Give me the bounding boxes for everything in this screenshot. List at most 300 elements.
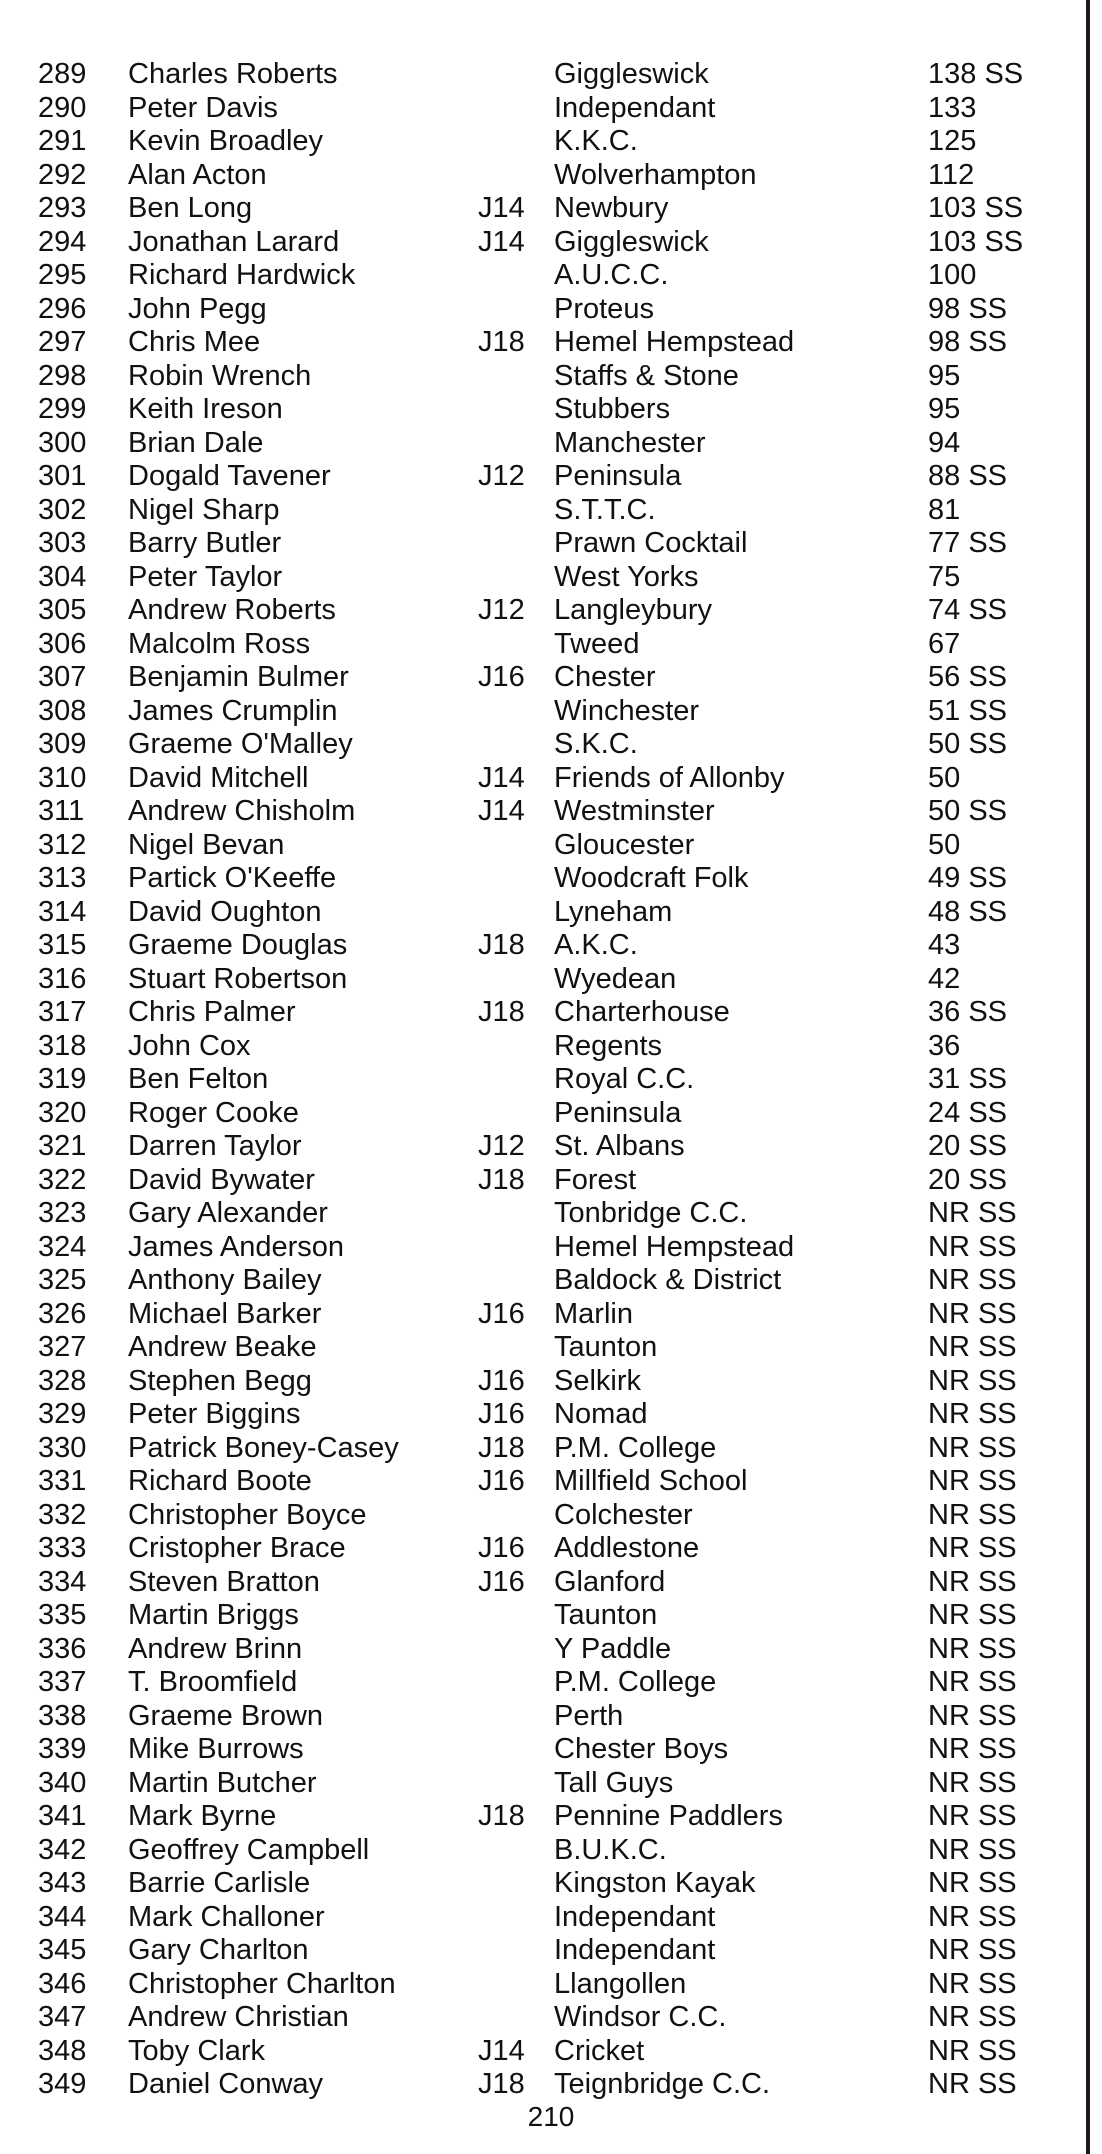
result-row bbox=[0, 896, 1080, 930]
position-number: 333 bbox=[38, 1532, 87, 1564]
club-name: Peninsula bbox=[554, 460, 682, 492]
club-name: Gloucester bbox=[554, 828, 695, 861]
result-row bbox=[0, 762, 1080, 796]
position-number: 325 bbox=[38, 1264, 87, 1296]
result-row bbox=[0, 1733, 1080, 1767]
position-number: 302 bbox=[38, 493, 87, 526]
position-number: 299 bbox=[38, 393, 87, 425]
club-name: Forest bbox=[554, 1163, 637, 1196]
position-number: 336 bbox=[38, 1632, 87, 1665]
result-row bbox=[0, 1298, 1080, 1332]
club-name: Manchester bbox=[554, 426, 706, 459]
position-number: 331 bbox=[38, 1465, 87, 1497]
club-name: Royal C.C. bbox=[554, 1063, 695, 1095]
result-row bbox=[0, 192, 1080, 226]
age-category: J14 bbox=[478, 225, 525, 258]
competitor-name: David Mitchell bbox=[128, 761, 309, 794]
competitor-name: Peter Taylor bbox=[128, 560, 283, 593]
page-number: 210 bbox=[527, 2101, 575, 2132]
position-number: 307 bbox=[38, 661, 87, 693]
competitor-name: Andrew Roberts bbox=[128, 594, 336, 626]
age-category: J18 bbox=[478, 326, 525, 358]
result-row bbox=[0, 996, 1080, 1030]
club-name: Independant bbox=[554, 1900, 716, 1933]
competitor-name: Geoffrey Campbell bbox=[128, 1833, 370, 1866]
result-row bbox=[0, 2001, 1080, 2035]
score-value: NR SS bbox=[928, 1766, 1017, 1799]
result-row bbox=[0, 259, 1080, 293]
score-value: NR SS bbox=[928, 1833, 1017, 1866]
club-name: Newbury bbox=[554, 192, 669, 224]
result-row bbox=[0, 1264, 1080, 1298]
score-value: NR SS bbox=[928, 1800, 1017, 1832]
competitor-name: Peter Davis bbox=[128, 91, 278, 124]
club-name: P.M. College bbox=[554, 1431, 717, 1464]
club-name: Westminster bbox=[554, 795, 715, 827]
club-name: Friends of Allonby bbox=[554, 761, 785, 794]
competitor-name: John Pegg bbox=[128, 292, 267, 325]
score-value: NR SS bbox=[928, 2034, 1017, 2067]
result-row bbox=[0, 1097, 1080, 1131]
club-name: A.U.C.C. bbox=[554, 259, 669, 291]
position-number: 326 bbox=[38, 1297, 87, 1330]
club-name: Stubbers bbox=[554, 393, 671, 425]
club-name: Chester bbox=[554, 661, 656, 693]
age-category: J16 bbox=[478, 1398, 525, 1430]
competitor-name: Stuart Robertson bbox=[128, 962, 348, 995]
club-name: Perth bbox=[554, 1699, 624, 1732]
club-name: B.U.K.C. bbox=[554, 1833, 667, 1866]
competitor-name: James Crumplin bbox=[128, 694, 338, 727]
position-number: 313 bbox=[38, 862, 87, 894]
score-value: NR SS bbox=[928, 1465, 1017, 1497]
club-name: Nomad bbox=[554, 1398, 648, 1430]
score-value: 49 SS bbox=[928, 862, 1007, 894]
result-row bbox=[0, 326, 1080, 360]
score-value: 133 bbox=[928, 91, 977, 124]
score-value: NR SS bbox=[928, 1666, 1017, 1698]
position-number: 340 bbox=[38, 1766, 87, 1799]
age-category: J16 bbox=[478, 1465, 525, 1497]
position-number: 311 bbox=[38, 795, 85, 827]
competitor-name: Benjamin Bulmer bbox=[128, 661, 349, 693]
club-name: Kingston Kayak bbox=[554, 1867, 756, 1899]
position-number: 344 bbox=[38, 1900, 87, 1933]
competitor-name: John Cox bbox=[128, 1029, 251, 1062]
competitor-name: Patrick Boney-Casey bbox=[128, 1431, 399, 1464]
position-number: 329 bbox=[38, 1398, 87, 1430]
club-name: Independant bbox=[554, 1934, 716, 1966]
age-category: J12 bbox=[478, 460, 525, 492]
age-category: J14 bbox=[478, 192, 525, 224]
competitor-name: Robin Wrench bbox=[128, 359, 312, 392]
position-number: 320 bbox=[38, 1096, 87, 1129]
club-name: Staffs & Stone bbox=[554, 359, 739, 392]
competitor-name: Mark Byrne bbox=[128, 1800, 277, 1832]
position-number: 324 bbox=[38, 1230, 87, 1263]
result-row bbox=[0, 293, 1080, 327]
competitor-name: Keith Ireson bbox=[128, 393, 283, 425]
position-number: 298 bbox=[38, 359, 87, 392]
result-row bbox=[0, 1365, 1080, 1399]
club-name: Pennine Paddlers bbox=[554, 1800, 783, 1832]
competitor-name: Richard Boote bbox=[128, 1465, 312, 1497]
competitor-name: Cristopher Brace bbox=[128, 1532, 346, 1564]
score-value: NR SS bbox=[928, 2001, 1017, 2033]
result-row bbox=[0, 460, 1080, 494]
score-value: 42 bbox=[928, 962, 961, 995]
competitor-name: Partick O'Keeffe bbox=[128, 862, 337, 894]
competitor-name: Christopher Boyce bbox=[128, 1498, 367, 1531]
score-value: NR SS bbox=[928, 1331, 1017, 1363]
competitor-name: Gary Alexander bbox=[128, 1197, 328, 1229]
club-name: Addlestone bbox=[554, 1532, 700, 1564]
position-number: 338 bbox=[38, 1699, 87, 1732]
score-value: 48 SS bbox=[928, 895, 1007, 928]
club-name: S.T.T.C. bbox=[554, 493, 656, 526]
club-name: Y Paddle bbox=[554, 1632, 672, 1665]
position-number: 316 bbox=[38, 962, 87, 995]
club-name: Wyedean bbox=[554, 962, 677, 995]
score-value: NR SS bbox=[928, 1297, 1017, 1330]
age-category: J12 bbox=[478, 594, 525, 626]
position-number: 321 bbox=[38, 1130, 87, 1162]
position-number: 292 bbox=[38, 158, 87, 191]
score-value: 36 bbox=[928, 1029, 961, 1062]
result-row bbox=[0, 92, 1080, 126]
competitor-name: Chris Mee bbox=[128, 326, 261, 358]
result-row bbox=[0, 1130, 1080, 1164]
result-row bbox=[0, 494, 1080, 528]
score-value: 20 SS bbox=[928, 1163, 1007, 1196]
age-category: J14 bbox=[478, 761, 525, 794]
result-row bbox=[0, 527, 1080, 561]
competitor-name: Kevin Broadley bbox=[128, 125, 324, 157]
result-row bbox=[0, 1499, 1080, 1533]
score-value: 138 SS bbox=[928, 58, 1024, 90]
age-category: J18 bbox=[478, 929, 525, 961]
result-row bbox=[0, 1934, 1080, 1968]
score-value: NR SS bbox=[928, 1733, 1017, 1765]
position-number: 347 bbox=[38, 2001, 87, 2033]
position-number: 314 bbox=[38, 895, 87, 928]
club-name: Millfield School bbox=[554, 1465, 748, 1497]
position-number: 310 bbox=[38, 761, 87, 794]
competitor-name: Mark Challoner bbox=[128, 1900, 325, 1933]
competitor-name: Richard Hardwick bbox=[128, 259, 356, 291]
competitor-name: Christopher Charlton bbox=[128, 1967, 396, 2000]
position-number: 309 bbox=[38, 728, 87, 760]
result-row bbox=[0, 561, 1080, 595]
position-number: 342 bbox=[38, 1833, 87, 1866]
position-number: 322 bbox=[38, 1163, 87, 1196]
result-row bbox=[0, 360, 1080, 394]
competitor-name: Andrew Christian bbox=[128, 2001, 349, 2033]
score-value: NR SS bbox=[928, 1197, 1017, 1229]
score-value: NR SS bbox=[928, 1632, 1017, 1665]
position-number: 317 bbox=[38, 996, 87, 1028]
position-number: 304 bbox=[38, 560, 87, 593]
result-row bbox=[0, 393, 1080, 427]
result-row bbox=[0, 226, 1080, 260]
result-row bbox=[0, 1532, 1080, 1566]
club-name: Hemel Hempstead bbox=[554, 1230, 795, 1263]
club-name: West Yorks bbox=[554, 560, 699, 593]
competitor-name: Dogald Tavener bbox=[128, 460, 331, 492]
club-name: A.K.C. bbox=[554, 929, 638, 961]
result-row bbox=[0, 594, 1080, 628]
competitor-name: Brian Dale bbox=[128, 426, 264, 459]
club-name: P.M. College bbox=[554, 1666, 717, 1698]
score-value: NR SS bbox=[928, 1867, 1017, 1899]
result-row bbox=[0, 829, 1080, 863]
competitor-name: James Anderson bbox=[128, 1230, 345, 1263]
result-row bbox=[0, 1666, 1080, 1700]
score-value: 20 SS bbox=[928, 1130, 1007, 1162]
competitor-name: Andrew Chisholm bbox=[128, 795, 356, 827]
age-category: J18 bbox=[478, 1431, 525, 1464]
age-category: J18 bbox=[478, 2068, 525, 2100]
score-value: 75 bbox=[928, 560, 961, 593]
result-row bbox=[0, 1030, 1080, 1064]
result-row bbox=[0, 1465, 1080, 1499]
result-row bbox=[0, 1834, 1080, 1868]
page-edge bbox=[1086, 0, 1090, 2154]
competitor-name: David Bywater bbox=[128, 1163, 315, 1196]
position-number: 293 bbox=[38, 192, 87, 224]
position-number: 305 bbox=[38, 594, 87, 626]
club-name: Selkirk bbox=[554, 1364, 642, 1397]
position-number: 306 bbox=[38, 627, 87, 660]
position-number: 341 bbox=[38, 1800, 87, 1832]
score-value: NR SS bbox=[928, 1900, 1017, 1933]
competitor-name: Jonathan Larard bbox=[128, 225, 340, 258]
competitor-name: Martin Briggs bbox=[128, 1599, 299, 1631]
age-category: J12 bbox=[478, 1130, 525, 1162]
club-name: Taunton bbox=[554, 1331, 658, 1363]
result-row bbox=[0, 695, 1080, 729]
position-number: 318 bbox=[38, 1029, 87, 1062]
score-value: 50 SS bbox=[928, 728, 1007, 760]
club-name: Tall Guys bbox=[554, 1766, 674, 1799]
result-row bbox=[0, 159, 1080, 193]
club-name: Hemel Hempstead bbox=[554, 326, 795, 358]
competitor-name: Ben Long bbox=[128, 192, 253, 224]
competitor-name: Graeme Douglas bbox=[128, 929, 348, 961]
competitor-name: Martin Butcher bbox=[128, 1766, 317, 1799]
result-row bbox=[0, 1331, 1080, 1365]
result-row bbox=[0, 1197, 1080, 1231]
position-number: 337 bbox=[38, 1666, 87, 1698]
score-value: 74 SS bbox=[928, 594, 1007, 626]
result-row bbox=[0, 1599, 1080, 1633]
position-number: 345 bbox=[38, 1934, 87, 1966]
competitor-name: Peter Biggins bbox=[128, 1398, 301, 1430]
score-value: 103 SS bbox=[928, 192, 1024, 224]
position-number: 334 bbox=[38, 1565, 87, 1598]
position-number: 328 bbox=[38, 1364, 87, 1397]
score-value: 112 bbox=[928, 158, 975, 191]
club-name: Proteus bbox=[554, 292, 654, 325]
result-row bbox=[0, 1800, 1080, 1834]
score-value: 95 bbox=[928, 393, 961, 425]
result-row bbox=[0, 1867, 1080, 1901]
score-value: 67 bbox=[928, 627, 961, 660]
position-number: 343 bbox=[38, 1867, 87, 1899]
score-value: 98 SS bbox=[928, 326, 1007, 358]
competitor-name: Nigel Bevan bbox=[128, 828, 285, 861]
score-value: 50 SS bbox=[928, 795, 1007, 827]
club-name: Marlin bbox=[554, 1297, 633, 1330]
age-category: J16 bbox=[478, 1532, 525, 1564]
result-row bbox=[0, 728, 1080, 762]
result-row bbox=[0, 2068, 1080, 2102]
score-value: NR SS bbox=[928, 1599, 1017, 1631]
age-category: J16 bbox=[478, 1297, 525, 1330]
position-number: 339 bbox=[38, 1733, 87, 1765]
club-name: K.K.C. bbox=[554, 125, 638, 157]
competitor-name: Daniel Conway bbox=[128, 2068, 324, 2100]
competitor-name: Andrew Brinn bbox=[128, 1632, 303, 1665]
score-value: 88 SS bbox=[928, 460, 1007, 492]
club-name: Chester Boys bbox=[554, 1733, 729, 1765]
club-name: Regents bbox=[554, 1029, 663, 1062]
competitor-name: Barrie Carlisle bbox=[128, 1867, 311, 1899]
position-number: 303 bbox=[38, 527, 87, 559]
result-row bbox=[0, 1063, 1080, 1097]
position-number: 294 bbox=[38, 225, 87, 258]
score-value: NR SS bbox=[928, 1699, 1017, 1732]
result-row bbox=[0, 1164, 1080, 1198]
position-number: 348 bbox=[38, 2034, 87, 2067]
competitor-name: Darren Taylor bbox=[128, 1130, 302, 1162]
position-number: 323 bbox=[38, 1197, 87, 1229]
position-number: 295 bbox=[38, 259, 87, 291]
result-row bbox=[0, 628, 1080, 662]
club-name: Giggleswick bbox=[554, 58, 709, 90]
result-row bbox=[0, 661, 1080, 695]
result-row bbox=[0, 1566, 1080, 1600]
competitor-name: Toby Clark bbox=[128, 2034, 265, 2067]
age-category: J14 bbox=[478, 2034, 525, 2067]
club-name: Windsor C.C. bbox=[554, 2001, 727, 2033]
competitor-name: Barry Butler bbox=[128, 527, 282, 559]
score-value: NR SS bbox=[928, 1532, 1017, 1564]
score-value: NR SS bbox=[928, 1431, 1017, 1464]
club-name: Winchester bbox=[554, 694, 700, 727]
position-number: 346 bbox=[38, 1967, 87, 2000]
competitor-name: Graeme Brown bbox=[128, 1699, 324, 1732]
club-name: Teignbridge C.C. bbox=[554, 2068, 770, 2100]
competitor-name: T. Broomfield bbox=[128, 1666, 298, 1698]
position-number: 297 bbox=[38, 326, 87, 358]
club-name: Wolverhampton bbox=[554, 158, 757, 191]
score-value: 56 SS bbox=[928, 661, 1007, 693]
competitor-name: Malcolm Ross bbox=[128, 627, 311, 660]
result-row bbox=[0, 125, 1080, 159]
club-name: Prawn Cocktail bbox=[554, 527, 748, 559]
score-value: 94 bbox=[928, 426, 961, 459]
position-number: 301 bbox=[38, 460, 87, 492]
age-category: J16 bbox=[478, 661, 525, 693]
score-value: 50 bbox=[928, 828, 961, 861]
club-name: Colchester bbox=[554, 1498, 693, 1531]
result-row bbox=[0, 795, 1080, 829]
result-row bbox=[0, 862, 1080, 896]
result-row bbox=[0, 1700, 1080, 1734]
result-row bbox=[0, 58, 1080, 92]
club-name: Taunton bbox=[554, 1599, 658, 1631]
result-row bbox=[0, 1901, 1080, 1935]
club-name: Langleybury bbox=[554, 594, 712, 626]
position-number: 335 bbox=[38, 1599, 87, 1631]
competitor-name: Ben Felton bbox=[128, 1063, 269, 1095]
score-value: 125 bbox=[928, 125, 977, 157]
club-name: Charterhouse bbox=[554, 996, 730, 1028]
position-number: 349 bbox=[38, 2068, 87, 2100]
score-value: 51 SS bbox=[928, 694, 1007, 727]
result-row bbox=[0, 963, 1080, 997]
competitor-name: Charles Roberts bbox=[128, 58, 338, 90]
score-value: NR SS bbox=[928, 1934, 1017, 1966]
score-value: 100 bbox=[928, 259, 977, 291]
result-row bbox=[0, 427, 1080, 461]
result-row bbox=[0, 1968, 1080, 2002]
position-number: 289 bbox=[38, 58, 87, 90]
club-name: Independant bbox=[554, 91, 716, 124]
position-number: 291 bbox=[38, 125, 87, 157]
score-value: NR SS bbox=[928, 1967, 1017, 2000]
position-number: 332 bbox=[38, 1498, 87, 1531]
result-row bbox=[0, 929, 1080, 963]
competitor-name: Steven Bratton bbox=[128, 1565, 320, 1598]
score-value: 95 bbox=[928, 359, 961, 392]
score-value: 43 bbox=[928, 929, 961, 961]
competitor-name: Alan Acton bbox=[128, 158, 267, 191]
position-number: 330 bbox=[38, 1431, 87, 1464]
result-row bbox=[0, 1767, 1080, 1801]
age-category: J16 bbox=[478, 1364, 525, 1397]
score-value: NR SS bbox=[928, 2068, 1017, 2100]
score-value: 81 bbox=[928, 493, 961, 526]
position-number: 319 bbox=[38, 1063, 87, 1095]
position-number: 308 bbox=[38, 694, 87, 727]
score-value: NR SS bbox=[928, 1398, 1017, 1430]
competitor-name: David Oughton bbox=[128, 895, 322, 928]
competitor-name: Chris Palmer bbox=[128, 996, 296, 1028]
club-name: Tonbridge C.C. bbox=[554, 1197, 748, 1229]
competitor-name: Nigel Sharp bbox=[128, 493, 280, 526]
club-name: Baldock & District bbox=[554, 1264, 782, 1296]
score-value: NR SS bbox=[928, 1364, 1017, 1397]
age-category: J18 bbox=[478, 996, 525, 1028]
score-value: 98 SS bbox=[928, 292, 1007, 325]
club-name: Giggleswick bbox=[554, 225, 709, 258]
position-number: 315 bbox=[38, 929, 87, 961]
club-name: Tweed bbox=[554, 627, 640, 660]
result-row bbox=[0, 1398, 1080, 1432]
age-category: J18 bbox=[478, 1800, 525, 1832]
position-number: 312 bbox=[38, 828, 87, 861]
score-value: 77 SS bbox=[928, 527, 1007, 559]
score-value: NR SS bbox=[928, 1565, 1017, 1598]
score-value: NR SS bbox=[928, 1230, 1017, 1263]
age-category: J14 bbox=[478, 795, 525, 827]
competitor-name: Roger Cooke bbox=[128, 1096, 299, 1129]
score-value: 36 SS bbox=[928, 996, 1007, 1028]
club-name: S.K.C. bbox=[554, 728, 638, 760]
age-category: J16 bbox=[478, 1565, 525, 1598]
